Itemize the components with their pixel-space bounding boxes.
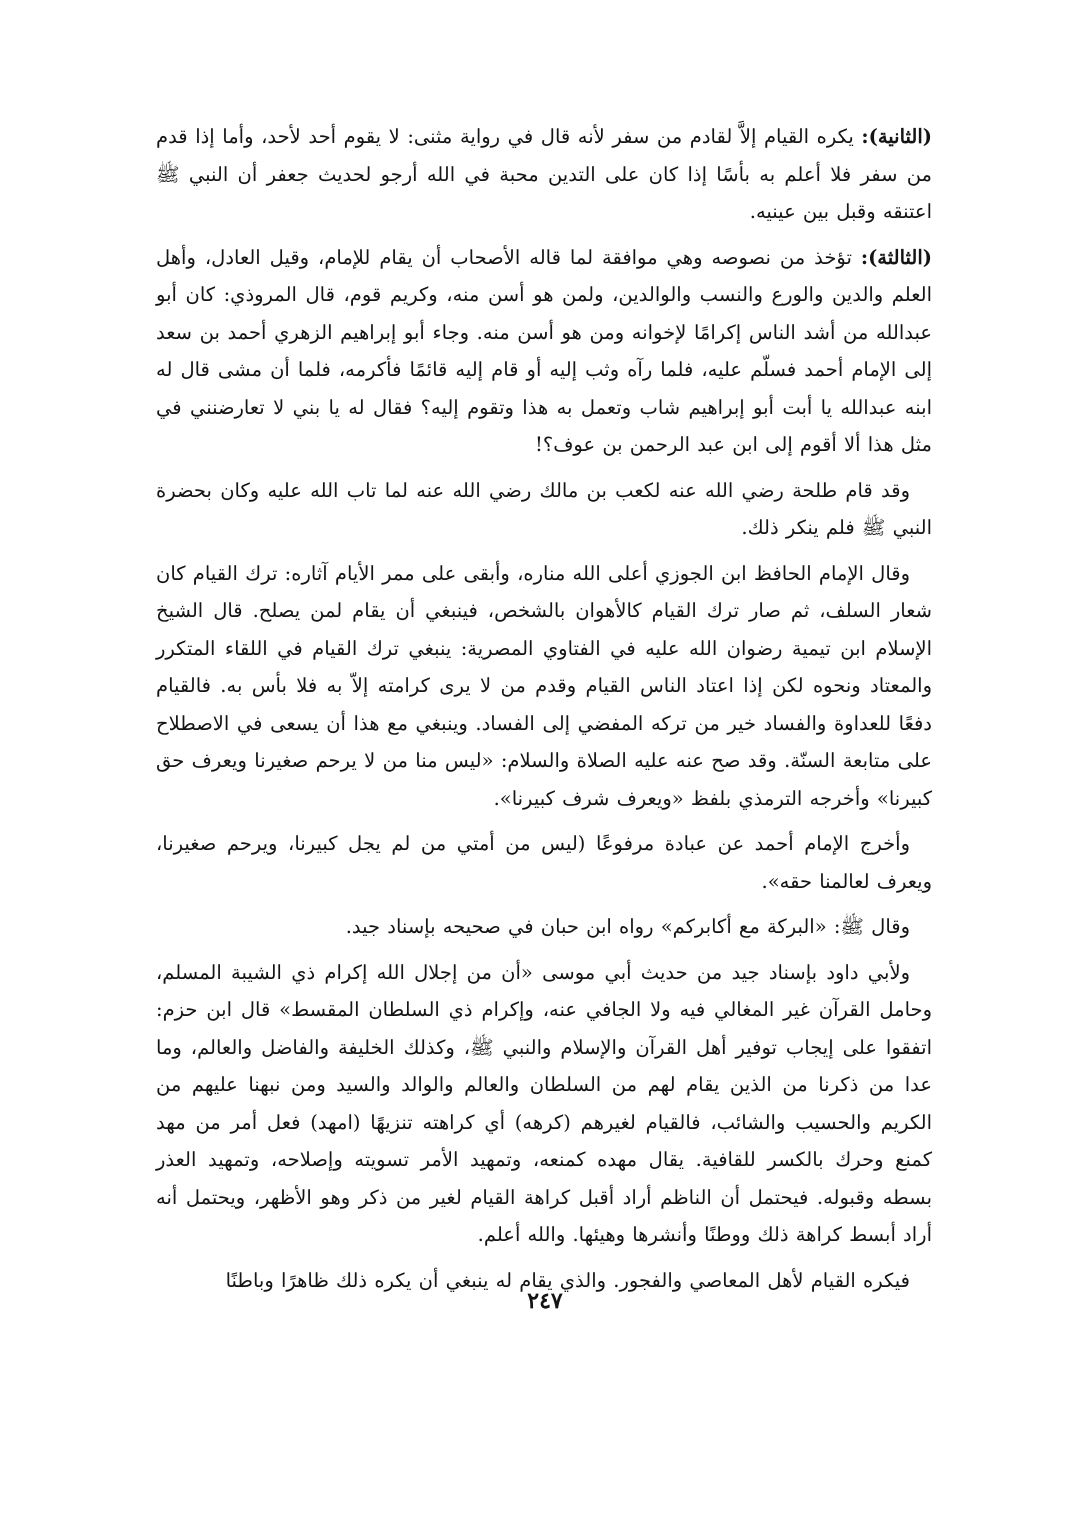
paragraph-text: يكره القيام إلاَّ لقادم من سفر لأنه قال في رواية مثنى: لا يقوم أحد لأحد، وأما إذا قدم من سفر فلا أعلم به بأسًا إذا كان على التدين محبة في الله أرجو لحديث جعفر أن النبي ﷺ اعتنقه وقبل بين عينيه. bbox=[156, 125, 932, 223]
paragraph-text: وقال الإمام الحافظ ابن الجوزي أعلى الله مناره، وأبقى على ممر الأيام آثاره: ترك القيام كان شعار السلف، ثم صار ترك القيام كالأهوان بالشخص، فينبغي أن يقام لمن يصلح. قال الشيخ الإسلام ابن تيمية رضوان الله عليه في الفتاوي المصرية: ينبغي ترك القيام في اللقاء المتكرر والمعتاد ونحوه لكن إذا اعتاد الناس القيام وقدم من لا يرى كرامته إلاّ به فلا بأس به. فالقيام دفعًا للعداوة والفساد خير من تركه المفضي إلى الفساد. وينبغي مع هذا أن يسعى في الاصطلاح على متابعة السنّة. وقد صح عنه عليه الصلاة والسلام: «ليس منا من لا يرحم صغيرنا ويعرف حق كبيرنا» وأخرجه الترمذي بلفظ «ويعرف شرف كبيرنا». bbox=[156, 561, 932, 810]
paragraph-lead: (الثانية): bbox=[861, 125, 932, 148]
paragraph-text: وأخرج الإمام أحمد عن عبادة مرفوعًا (ليس من أمتي من لم يجل كبيرنا، ويرحم صغيرنا، ويعرف لعالمنا حقه». bbox=[156, 832, 932, 893]
paragraph-text: فيكره القيام لأهل المعاصي والفجور. والذي يقام له ينبغي أن يكره ذلك ظاهرًا وباطنًا bbox=[225, 1268, 910, 1292]
paragraph-talha bbox=[156, 472, 932, 547]
paragraph-ibn-jawzi bbox=[156, 555, 932, 818]
paragraph-lead: (الثالثة): bbox=[860, 245, 932, 269]
paragraph-text: تؤخذ من نصوصه وهي موافقة لما قاله الأصحاب أن يقام للإمام، وقيل العادل، وأهل العلم والدين والورع والنسب والوالدين، ولمن هو أسن منه، وكريم قوم، قال المروذي: كان أبو عبدالله من أشد الناس إكرامًا لإخوانه ومن هو أسن منه. وجاء أبو إبراهيم الزهري أحمد بن سعد إلى الإمام أحمد فسلّم عليه، فلما رآه وثب إليه أو قام إليه قائمًا فأكرمه، فلما أن مشى قال له ابنه عبدالله يا أبت أبو إبراهيم شاب وتعمل به هذا وتقوم إليه؟ فقال له يا بني لا تعارضنني في مثل هذا ألا أقوم إلى ابن عبد الرحمن بن عوف؟! bbox=[156, 245, 932, 456]
paragraph-third bbox=[156, 239, 932, 464]
paragraph-abu-dawud bbox=[156, 954, 932, 1254]
page-body bbox=[156, 118, 932, 1307]
paragraph-ahmad-ubada bbox=[156, 825, 932, 900]
paragraph-baraka bbox=[156, 908, 932, 946]
paragraph-second bbox=[156, 118, 932, 231]
paragraph-text: ولأبي داود بإسناد جيد من حديث أبي موسى «أن من إجلال الله إكرام ذي الشيبة المسلم، وحامل القرآن غير المغالي فيه ولا الجافي عنه، وإكرام ذي السلطان المقسط» قال ابن حزم: اتفقوا على إيجاب توفير أهل القرآن والإسلام والنبي ﷺ، وكذلك الخليفة والفاضل والعالم، وما عدا من ذكرنا من الذين يقام لهم من السلطان والعالم والوالد والسيد ومن نبهنا عليهم من الكريم والحسيب والشائب، فالقيام لغيرهم (كرهه) أي كراهته تنزيهًا (امهد) فعل أمر من مهد كمنع وحرك بالكسر للقافية. يقال مهده كمنعه، وتمهيد الأمر تسويته وإصلاحه، وتمهيد العذر بسطه وقبوله. فيحتمل أن الناظم أراد أقبل كراهة القيام لغير من ذكر وهو الأظهر، ويحتمل أنه أراد أبسط كراهة ذلك ووطنًا وأنشرها وهيئها. والله أعلم. bbox=[156, 960, 932, 1246]
page-number: ٢٤٧ bbox=[527, 1288, 563, 1314]
paragraph-text: وقد قام طلحة رضي الله عنه لكعب بن مالك رضي الله عنه لما تاب الله عليه وكان بحضرة النبي ﷺ فلم ينكر ذلك. bbox=[156, 478, 932, 539]
paragraph-text: وقال ﷺ: «البركة مع أكابركم» رواه ابن حبان في صحيحه بإسناد جيد. bbox=[345, 915, 910, 938]
